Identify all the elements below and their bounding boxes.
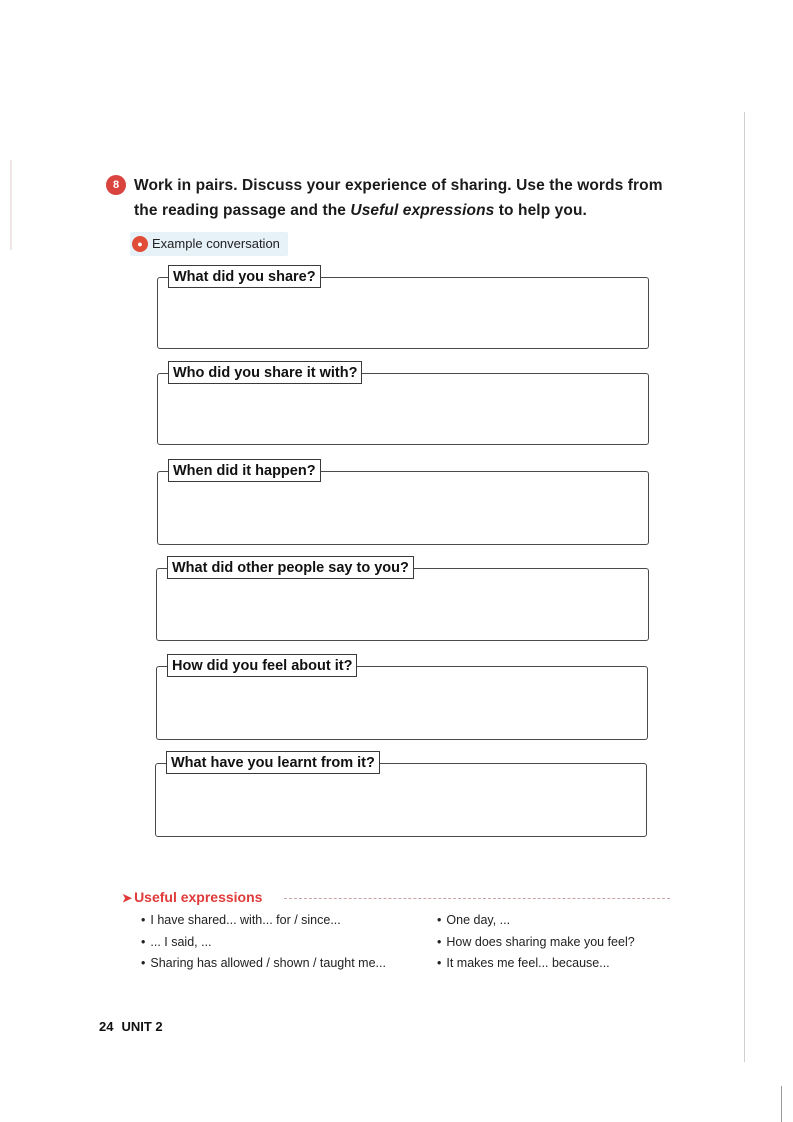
question-label-2: Who did you share it with? <box>168 361 362 384</box>
answer-box-4[interactable] <box>156 560 649 641</box>
useful-expressions-title-text: Useful expressions <box>134 889 263 905</box>
expressions-right-column <box>437 910 635 975</box>
question-label-3: When did it happen? <box>168 459 321 482</box>
answer-box-5[interactable] <box>156 658 648 740</box>
scan-shadow <box>10 160 12 250</box>
task-text <box>134 173 674 223</box>
expression-item: • It makes me feel... because... <box>437 953 635 975</box>
page-number: 24 <box>99 1019 114 1034</box>
expression-item: • Sharing has allowed / shown / taught me... <box>141 953 386 975</box>
task-line-2b: to help you. <box>494 202 587 219</box>
expression-item: • ... I said, ... <box>141 932 386 954</box>
answer-box-3[interactable] <box>157 463 649 545</box>
unit-label: UNIT 2 <box>121 1019 163 1034</box>
question-label-4: What did other people say to you? <box>167 556 414 579</box>
answer-box-6[interactable] <box>155 755 647 837</box>
scan-edge-line <box>744 112 745 1062</box>
question-label-1: What did you share? <box>168 265 321 288</box>
task-number-badge: 8 <box>106 175 126 195</box>
dashed-divider <box>284 898 670 899</box>
scan-edge-line <box>781 1086 782 1122</box>
expression-item: • I have shared... with... for / since... <box>141 910 386 932</box>
page-footer <box>99 1019 163 1034</box>
expressions-left-column <box>141 910 386 975</box>
expression-item: • One day, ... <box>437 910 635 932</box>
example-conversation-label <box>130 232 288 256</box>
speech-bubble-icon: ● <box>132 236 148 252</box>
task-line-2-emphasis: Useful expressions <box>350 202 495 219</box>
arrow-icon: ➤ <box>122 891 133 905</box>
question-label-6: What have you learnt from it? <box>166 751 380 774</box>
useful-expressions-title <box>122 889 262 905</box>
answer-box-2[interactable] <box>157 365 649 445</box>
task-line-1: Work in pairs. Discuss your experience of sharing. Use the words from <box>134 177 663 194</box>
expression-item: • How does sharing make you feel? <box>437 932 635 954</box>
question-label-5: How did you feel about it? <box>167 654 357 677</box>
example-conversation-text: Example conversation <box>152 236 280 251</box>
answer-box-1[interactable] <box>157 269 649 349</box>
task-line-2a: the reading passage and the <box>134 202 351 219</box>
